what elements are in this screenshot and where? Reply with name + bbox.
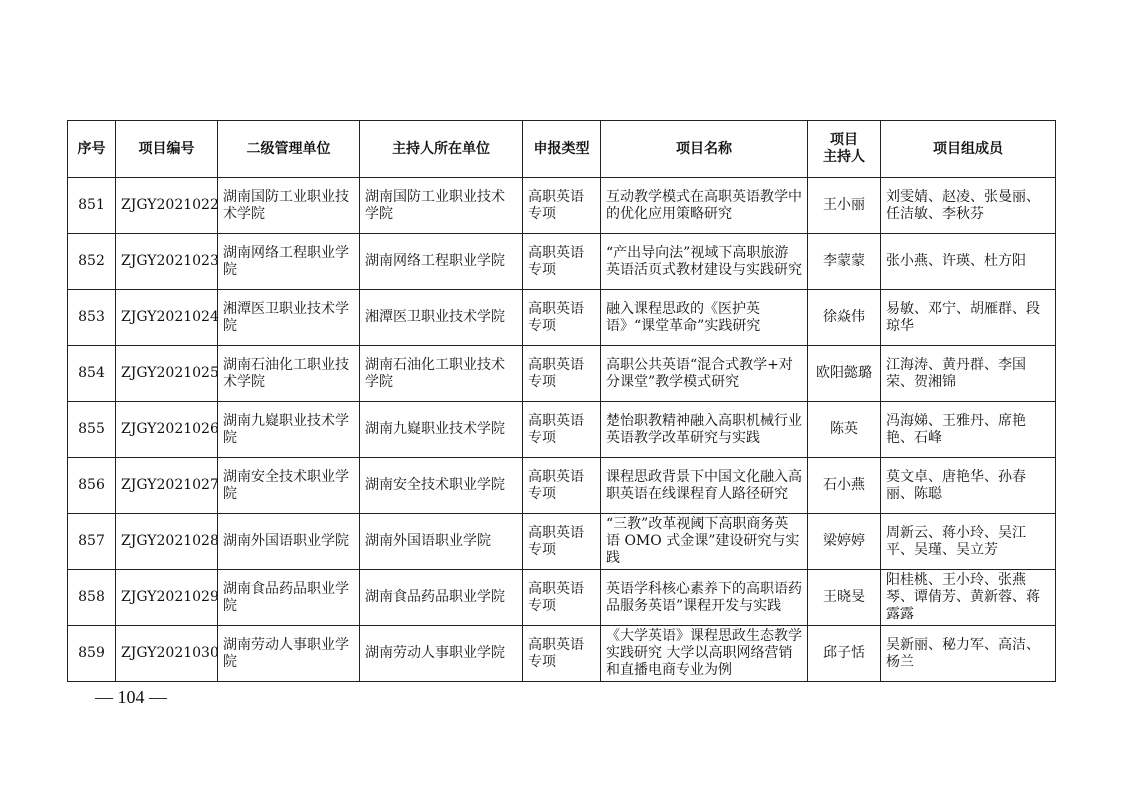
cell-project-name: 楚怡职教精神融入高职机械行业英语教学改革研究与实践 <box>601 402 808 458</box>
cell-type: 高职英语专项 <box>523 290 601 346</box>
table-row <box>68 346 1056 402</box>
table-row <box>68 178 1056 234</box>
cell-code: ZJGY2021024 <box>116 290 218 346</box>
cell-members: 阳桂桃、王小玲、张燕琴、谭倩芳、黄新蓉、蒋露露 <box>881 570 1056 626</box>
cell-code: ZJGY2021026 <box>116 402 218 458</box>
table-row <box>68 514 1056 570</box>
cell-seq: 859 <box>68 626 116 682</box>
header-host-line2: 主持人 <box>823 149 865 165</box>
cell-project-name: 互动教学模式在高职英语教学中的优化应用策略研究 <box>601 178 808 234</box>
cell-unit: 湖南劳动人事职业学院 <box>218 626 360 682</box>
cell-project-name: “三教”改革视阈下高职商务英语 OMO 式金课”建设研究与实践 <box>601 514 808 570</box>
cell-project-name: 融入课程思政的《医护英语》“课堂革命”实践研究 <box>601 290 808 346</box>
table-row <box>68 290 1056 346</box>
cell-members: 江海涛、黄丹群、李国荣、贺湘锦 <box>881 346 1056 402</box>
table-row <box>68 402 1056 458</box>
cell-unit: 湖南石油化工职业技术学院 <box>218 346 360 402</box>
cell-seq: 858 <box>68 570 116 626</box>
cell-unit: 湖南网络工程职业学院 <box>218 234 360 290</box>
cell-host-unit: 湖南九嶷职业技术学院 <box>360 402 523 458</box>
cell-host: 邱子恬 <box>808 626 881 682</box>
cell-seq: 852 <box>68 234 116 290</box>
cell-host: 王小丽 <box>808 178 881 234</box>
cell-project-name: 《大学英语》课程思政生态教学实践研究 大学以高职网络营销和直播电商专业为例 <box>601 626 808 682</box>
cell-members: 刘雯婧、赵凌、张曼丽、任洁敏、李秋芬 <box>881 178 1056 234</box>
cell-unit: 湖南安全技术职业学院 <box>218 458 360 514</box>
header-type: 申报类型 <box>523 121 601 178</box>
cell-seq: 851 <box>68 178 116 234</box>
cell-code: ZJGY2021027 <box>116 458 218 514</box>
cell-host: 石小燕 <box>808 458 881 514</box>
header-host <box>808 121 881 178</box>
cell-seq: 857 <box>68 514 116 570</box>
cell-members: 莫文卓、唐艳华、孙春丽、陈聪 <box>881 458 1056 514</box>
header-host-unit: 主持人所在单位 <box>360 121 523 178</box>
cell-seq: 856 <box>68 458 116 514</box>
cell-code: ZJGY2021022 <box>116 178 218 234</box>
cell-seq: 854 <box>68 346 116 402</box>
cell-host: 王晓旻 <box>808 570 881 626</box>
cell-host-unit: 湖南石油化工职业技术学院 <box>360 346 523 402</box>
cell-code: ZJGY2021029 <box>116 570 218 626</box>
cell-code: ZJGY2021028 <box>116 514 218 570</box>
cell-unit: 湖南食品药品职业学院 <box>218 570 360 626</box>
cell-code: ZJGY2021030 <box>116 626 218 682</box>
cell-code: ZJGY2021023 <box>116 234 218 290</box>
cell-host-unit: 湖南劳动人事职业学院 <box>360 626 523 682</box>
cell-type: 高职英语专项 <box>523 458 601 514</box>
cell-seq: 855 <box>68 402 116 458</box>
cell-members: 吴新丽、秘力军、高洁、杨兰 <box>881 626 1056 682</box>
cell-members: 张小燕、许瑛、杜方阳 <box>881 234 1056 290</box>
table-row <box>68 234 1056 290</box>
cell-unit: 湖南九嶷职业技术学院 <box>218 402 360 458</box>
project-table <box>67 120 1056 682</box>
header-host-line1: 项目 <box>830 132 858 148</box>
cell-project-name: 课程思政背景下中国文化融入高职英语在线课程育人路径研究 <box>601 458 808 514</box>
cell-host: 欧阳懿璐 <box>808 346 881 402</box>
header-members: 项目组成员 <box>881 121 1056 178</box>
cell-type: 高职英语专项 <box>523 570 601 626</box>
cell-host-unit: 湖南国防工业职业技术学院 <box>360 178 523 234</box>
header-seq: 序号 <box>68 121 116 178</box>
cell-type: 高职英语专项 <box>523 402 601 458</box>
cell-members: 易敏、邓宁、胡雁群、段琼华 <box>881 290 1056 346</box>
table-header-row <box>68 121 1056 178</box>
cell-host: 梁婷婷 <box>808 514 881 570</box>
cell-unit: 湖南外国语职业学院 <box>218 514 360 570</box>
cell-host: 李蒙蒙 <box>808 234 881 290</box>
header-unit: 二级管理单位 <box>218 121 360 178</box>
cell-host: 徐焱伟 <box>808 290 881 346</box>
cell-type: 高职英语专项 <box>523 234 601 290</box>
table-row <box>68 570 1056 626</box>
cell-host-unit: 湖南外国语职业学院 <box>360 514 523 570</box>
page-number: — 104 — <box>95 687 167 707</box>
cell-type: 高职英语专项 <box>523 514 601 570</box>
header-code: 项目编号 <box>116 121 218 178</box>
cell-code: ZJGY2021025 <box>116 346 218 402</box>
cell-project-name: 英语学科核心素养下的高职语药品服务英语”课程开发与实践 <box>601 570 808 626</box>
cell-host-unit: 湖南安全技术职业学院 <box>360 458 523 514</box>
header-name: 项目名称 <box>601 121 808 178</box>
cell-host: 陈英 <box>808 402 881 458</box>
cell-host-unit: 湘潭医卫职业技术学院 <box>360 290 523 346</box>
cell-type: 高职英语专项 <box>523 178 601 234</box>
cell-members: 冯海娣、王雅丹、席艳艳、石峰 <box>881 402 1056 458</box>
cell-type: 高职英语专项 <box>523 626 601 682</box>
cell-members: 周新云、蒋小玲、吴江平、吴瑾、吴立芳 <box>881 514 1056 570</box>
cell-project-name: “产出导向法”视域下高职旅游英语活页式教材建设与实践研究 <box>601 234 808 290</box>
cell-type: 高职英语专项 <box>523 346 601 402</box>
table-body <box>68 178 1056 682</box>
table-row <box>68 458 1056 514</box>
cell-unit: 湘潭医卫职业技术学院 <box>218 290 360 346</box>
table-row <box>68 626 1056 682</box>
cell-host-unit: 湖南网络工程职业学院 <box>360 234 523 290</box>
cell-host-unit: 湖南食品药品职业学院 <box>360 570 523 626</box>
cell-unit: 湖南国防工业职业技术学院 <box>218 178 360 234</box>
cell-project-name: 高职公共英语“混合式教学+对分课堂”教学模式研究 <box>601 346 808 402</box>
cell-seq: 853 <box>68 290 116 346</box>
